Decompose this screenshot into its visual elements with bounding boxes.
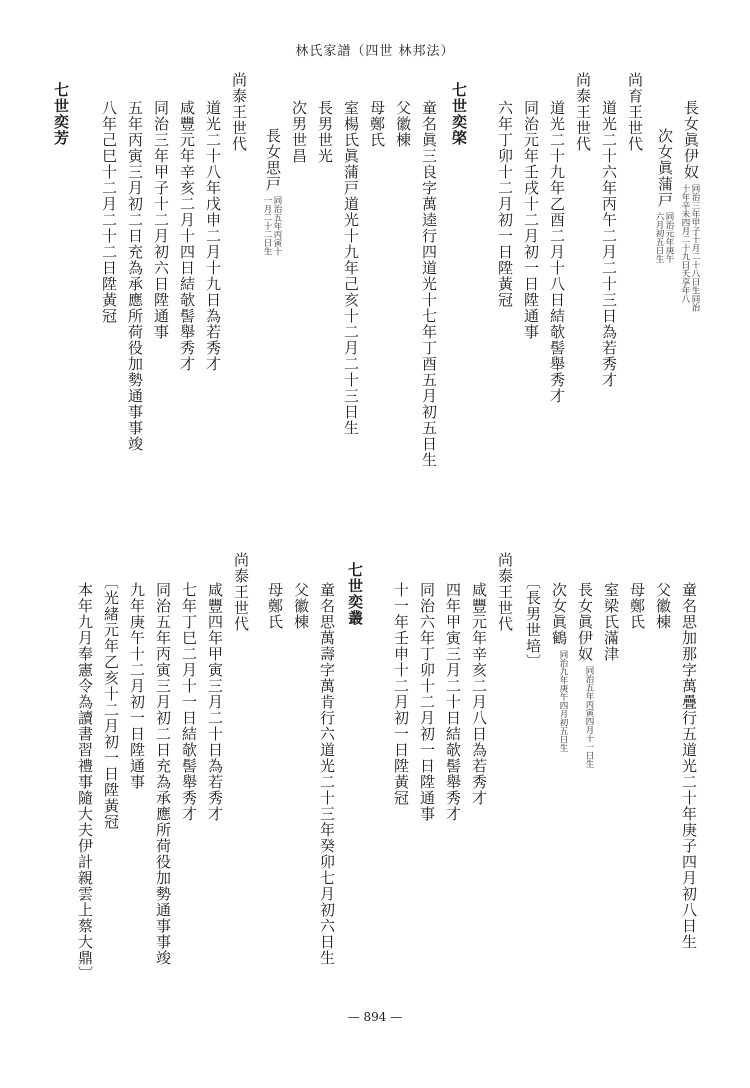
bottom-col-8: 尚泰王世代 — [496, 552, 514, 632]
bottom-col-2: 父徽棟 — [654, 582, 672, 630]
bottom-col-23: 本年九月奉憲令為讀書習禮事隨大夫伊計親雲上蔡大鼎〕 — [76, 582, 94, 982]
bottom-col-3: 母鄭氏 — [628, 582, 646, 630]
entry-eldest-daughter: 長女眞伊奴 — [576, 582, 594, 662]
top-col-8: 六年丁卯十二月初一日陞黃冠 — [496, 100, 514, 308]
section-heading-7th-gen: 七世奕芳 — [52, 82, 70, 146]
bottom-col-16: 母鄭氏 — [266, 582, 284, 630]
note-birth-cont: 六月初五日生 — [654, 212, 664, 263]
top-col-18: 道光二十八年戊申二月十九日為若秀才 — [204, 100, 222, 372]
top-col-13: 室楊氏眞蒲戸道光十九年己亥十二月二十三日生 — [342, 100, 360, 436]
top-col-21: 五年丙寅三月初二日充為承應所荷役加勢通事事竣 — [126, 100, 144, 452]
top-col-20: 同治三年甲子十二月初六日陞通事 — [152, 100, 170, 340]
top-col-14: 長男世光 — [316, 100, 334, 164]
bottom-col-12: 十一年壬申十二月初一日陞黃冠 — [392, 582, 410, 806]
bottom-col-17: 尚泰王世代 — [232, 552, 250, 632]
bottom-col-7: 〔長男世培〕 — [524, 574, 542, 670]
bottom-col-4: 室梁氏滿津 — [602, 582, 620, 662]
section-heading-7th-gen: 七世奕棨 — [450, 82, 468, 146]
note-birth-death: 同治三年甲子十月二十八日生同治 — [690, 184, 700, 312]
bottom-col-14: 童名思萬壽字萬肯行六道光二十三年癸卯七月初六日生 — [318, 582, 336, 966]
note-birth: 同治五年丙寅四月十一日生 — [584, 666, 594, 768]
top-col-7: 同治元年壬戌十二月初一日陞通事 — [522, 100, 540, 340]
entry-second-daughter: 次女眞鶴 — [550, 582, 568, 646]
bottom-col-18: 咸豐四年甲寅三月二十日為若秀才 — [206, 582, 224, 822]
top-col-2 — [654, 128, 674, 263]
bottom-col-21: 九年庚午十二月初一日陞通事 — [128, 582, 146, 790]
bottom-col-6 — [550, 582, 568, 752]
top-col-4: 道光二十六年丙午二月二十三日為若秀才 — [600, 100, 618, 388]
note-birth-cont: 一月二十二日生 — [262, 196, 272, 256]
bottom-col-11: 同治六年丁卯十二月初一日陞通事 — [418, 582, 436, 822]
bottom-col-22: 〔光緒元年乙亥十二月初一日陞黃冠 — [102, 574, 120, 830]
note-birth: 同治九年庚午四月初五日生 — [558, 650, 568, 752]
top-col-3: 尚育王世代 — [626, 72, 644, 152]
entry-eldest-daughter: 長女思戸 — [264, 128, 282, 192]
bottom-col-19: 七年丁巳二月十一日結欹髻舉秀才 — [180, 582, 198, 822]
page-number: — 894 — — [347, 1010, 403, 1024]
top-col-5: 尚泰王世代 — [574, 72, 592, 152]
top-col-10: 童名眞三良字萬逵行四道光十七年丁酉五月初五日生 — [420, 100, 438, 468]
top-col-12: 母鄭氏 — [368, 100, 386, 148]
top-col-19: 咸豐元年辛亥二月十四日結欹髻舉秀才 — [178, 100, 196, 372]
note-birth: 同治元年庚午 — [664, 212, 674, 263]
page-header: 林氏家譜（四世 林邦法） — [295, 44, 455, 59]
bottom-col-10: 四年甲寅三月二十日結欹髻舉秀才 — [444, 582, 462, 822]
top-col-1 — [680, 100, 700, 312]
bottom-col-5 — [576, 582, 594, 768]
entry-second-daughter: 次女眞蒲戸 — [656, 128, 674, 208]
bottom-col-9: 咸豐元年辛亥二月八日為若秀才 — [470, 582, 488, 806]
entry-eldest-daughter: 長女眞伊奴 — [682, 100, 700, 180]
top-col-17: 尚泰王世代 — [230, 72, 248, 152]
top-col-6: 道光二十九年乙酉二月十八日結欹髻舉秀才 — [548, 100, 566, 404]
top-col-11: 父徽棟 — [394, 100, 412, 148]
top-col-22: 八年己巳十二月二十二日陞黃冠 — [100, 100, 118, 324]
top-col-16 — [262, 128, 282, 256]
top-col-15: 次男世昌 — [290, 100, 308, 164]
bottom-col-1: 童名思加那字萬疊行五道光二十年庚子四月初八日生 — [680, 582, 698, 950]
section-heading-7th-gen: 七世奕叢 — [346, 562, 364, 626]
note-birth: 同治五年丙寅十 — [272, 196, 282, 256]
bottom-col-20: 同治五年丙寅三月初二日充為承應所荷役加勢通事事竣 — [154, 582, 172, 966]
note-birth-death-cont: 十年辛未四月二十九日夭享年八 — [680, 184, 690, 303]
bottom-col-15: 父徽棟 — [292, 582, 310, 630]
